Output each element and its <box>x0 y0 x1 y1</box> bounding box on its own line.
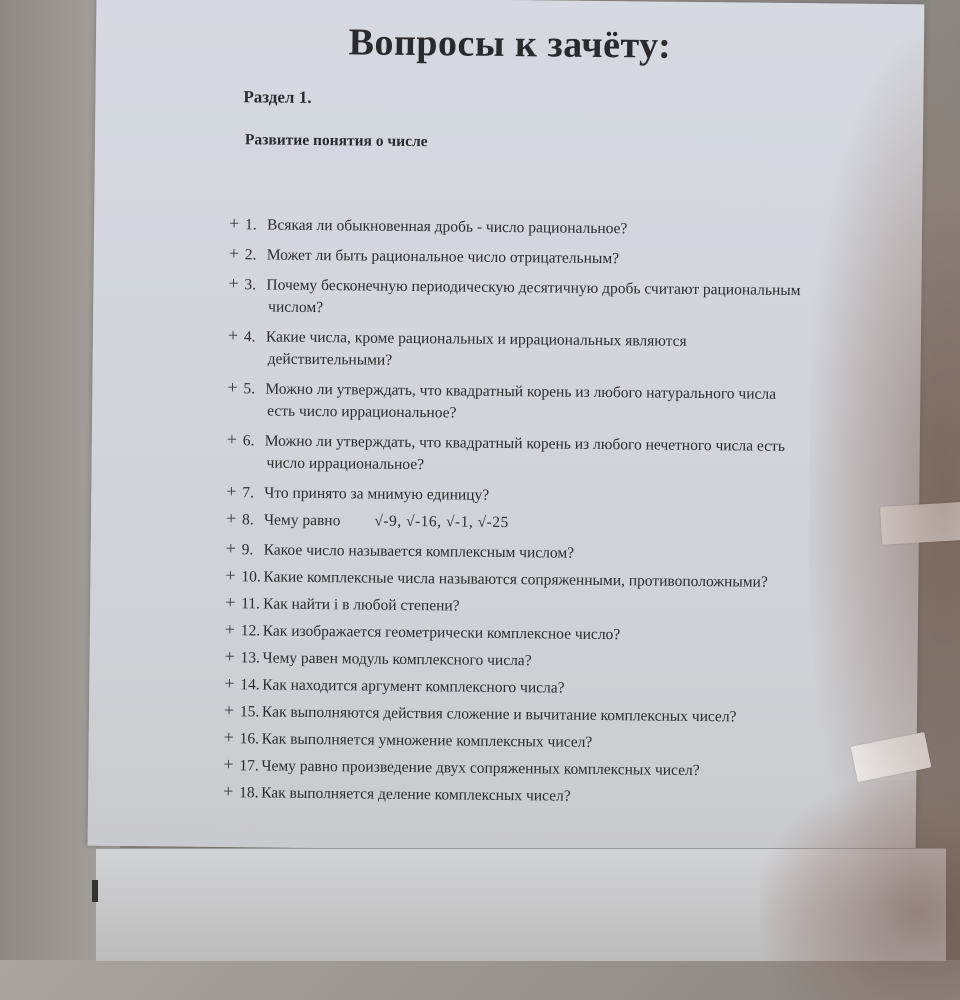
question-number: 11. <box>241 595 261 613</box>
subsection-heading: Развитие понятия о числе <box>244 131 428 151</box>
check-mark: + <box>225 592 236 613</box>
question-text-continued: число иррациональное? <box>266 454 425 474</box>
check-mark: + <box>224 619 236 640</box>
question-number: 13. <box>240 649 261 667</box>
check-mark: + <box>223 781 234 802</box>
check-mark: + <box>223 700 235 721</box>
check-mark: + <box>223 754 234 775</box>
paper-sheet-below <box>96 848 946 961</box>
question-text: Чему равен модуль комплексного числа? <box>262 649 532 670</box>
question-13 <box>224 645 944 677</box>
question-text-continued: действительными? <box>267 350 393 369</box>
question-10 <box>225 564 945 596</box>
question-number: 7. <box>242 484 254 502</box>
question-number: 16. <box>239 730 260 748</box>
question-text: Можно ли утверждать, что квадратный корень из любого натурального числа <box>265 380 777 403</box>
question-number: 14. <box>240 676 260 694</box>
question-number: 5. <box>243 380 256 398</box>
check-mark: + <box>225 538 236 559</box>
question-7 <box>226 480 946 512</box>
question-number: 17. <box>239 757 259 775</box>
check-mark: + <box>224 646 235 667</box>
question-text: Какое число называется комплексным числом? <box>263 541 575 562</box>
check-mark: + <box>228 213 240 234</box>
question-number: 9. <box>241 541 254 559</box>
question-text-continued: есть число иррациональное? <box>267 402 457 422</box>
question-number: 2. <box>244 246 257 264</box>
question-text: Какие комплексные числа называются сопряженными, противоположными? <box>263 568 768 591</box>
question-text: Какие числа, кроме рациональных и иррациональных являются <box>265 328 687 350</box>
question-text: Что принято за мнимую единицу? <box>264 484 490 504</box>
question-2 <box>229 242 949 274</box>
question-6 <box>226 428 946 482</box>
question-text: Чему равно произведение двух сопряженных комплексных чисел? <box>261 757 700 780</box>
question-17 <box>223 753 943 785</box>
section-heading: Раздел 1. <box>243 87 312 107</box>
question-number: 10. <box>241 568 261 586</box>
question-text: Можно ли утверждать, что квадратный корень из любого нечетного числа есть <box>264 432 786 455</box>
question-number: 1. <box>244 216 257 234</box>
question-1 <box>229 212 949 244</box>
check-mark: + <box>225 508 237 529</box>
question-number: 18. <box>239 784 259 802</box>
question-text: Всякая ли обыкновенная дробь - число рациональное? <box>266 216 628 238</box>
edge-mark <box>92 880 98 902</box>
question-text: Как изображается геометрически комплексное число? <box>262 622 621 644</box>
page-title: Вопросы к зачёту: <box>348 21 672 67</box>
question-text: Как найти i в любой степени? <box>263 595 460 615</box>
question-number: 6. <box>242 432 255 450</box>
paper-sheet <box>88 0 925 854</box>
check-mark: + <box>228 243 240 264</box>
question-11 <box>225 591 945 623</box>
square-roots-expression: √-9, √-16, √-1, √-25 <box>374 512 509 532</box>
check-mark: + <box>228 273 239 294</box>
question-text: Почему бесконечную периодическую десятичную дробь считают рациональным <box>266 276 801 300</box>
question-text: Как выполняется деление комплексных чисел? <box>261 784 571 805</box>
question-text: Как находится аргумент комплексного числа? <box>262 676 565 697</box>
check-mark: + <box>226 429 238 450</box>
question-text: Как выполняются действия сложение и вычитание комплексных чисел? <box>261 703 737 726</box>
question-number: 12. <box>240 622 261 640</box>
question-12 <box>225 618 945 650</box>
question-4 <box>228 324 948 378</box>
question-number: 4. <box>243 328 256 346</box>
question-14 <box>224 672 944 704</box>
question-5 <box>227 376 947 430</box>
check-mark: + <box>223 727 234 748</box>
question-8 <box>226 507 946 539</box>
question-number: 15. <box>239 703 260 721</box>
question-text-continued: числом? <box>268 298 324 317</box>
question-list <box>223 212 949 815</box>
question-18 <box>223 780 943 812</box>
correction-tape <box>880 499 960 545</box>
check-mark: + <box>227 325 239 346</box>
check-mark: + <box>226 481 237 502</box>
check-mark: + <box>225 565 236 586</box>
question-3 <box>228 272 948 326</box>
question-number: 3. <box>244 276 257 294</box>
question-text: Чему равно <box>263 511 341 530</box>
question-15 <box>224 699 944 731</box>
question-16 <box>224 726 944 758</box>
check-mark: + <box>227 377 238 398</box>
question-text: Как выполняется умножение комплексных чисел? <box>261 730 593 751</box>
question-text: Может ли быть рациональное число отрицательным? <box>266 246 620 268</box>
question-9 <box>226 537 946 569</box>
check-mark: + <box>224 673 235 694</box>
question-number: 8. <box>241 511 254 529</box>
